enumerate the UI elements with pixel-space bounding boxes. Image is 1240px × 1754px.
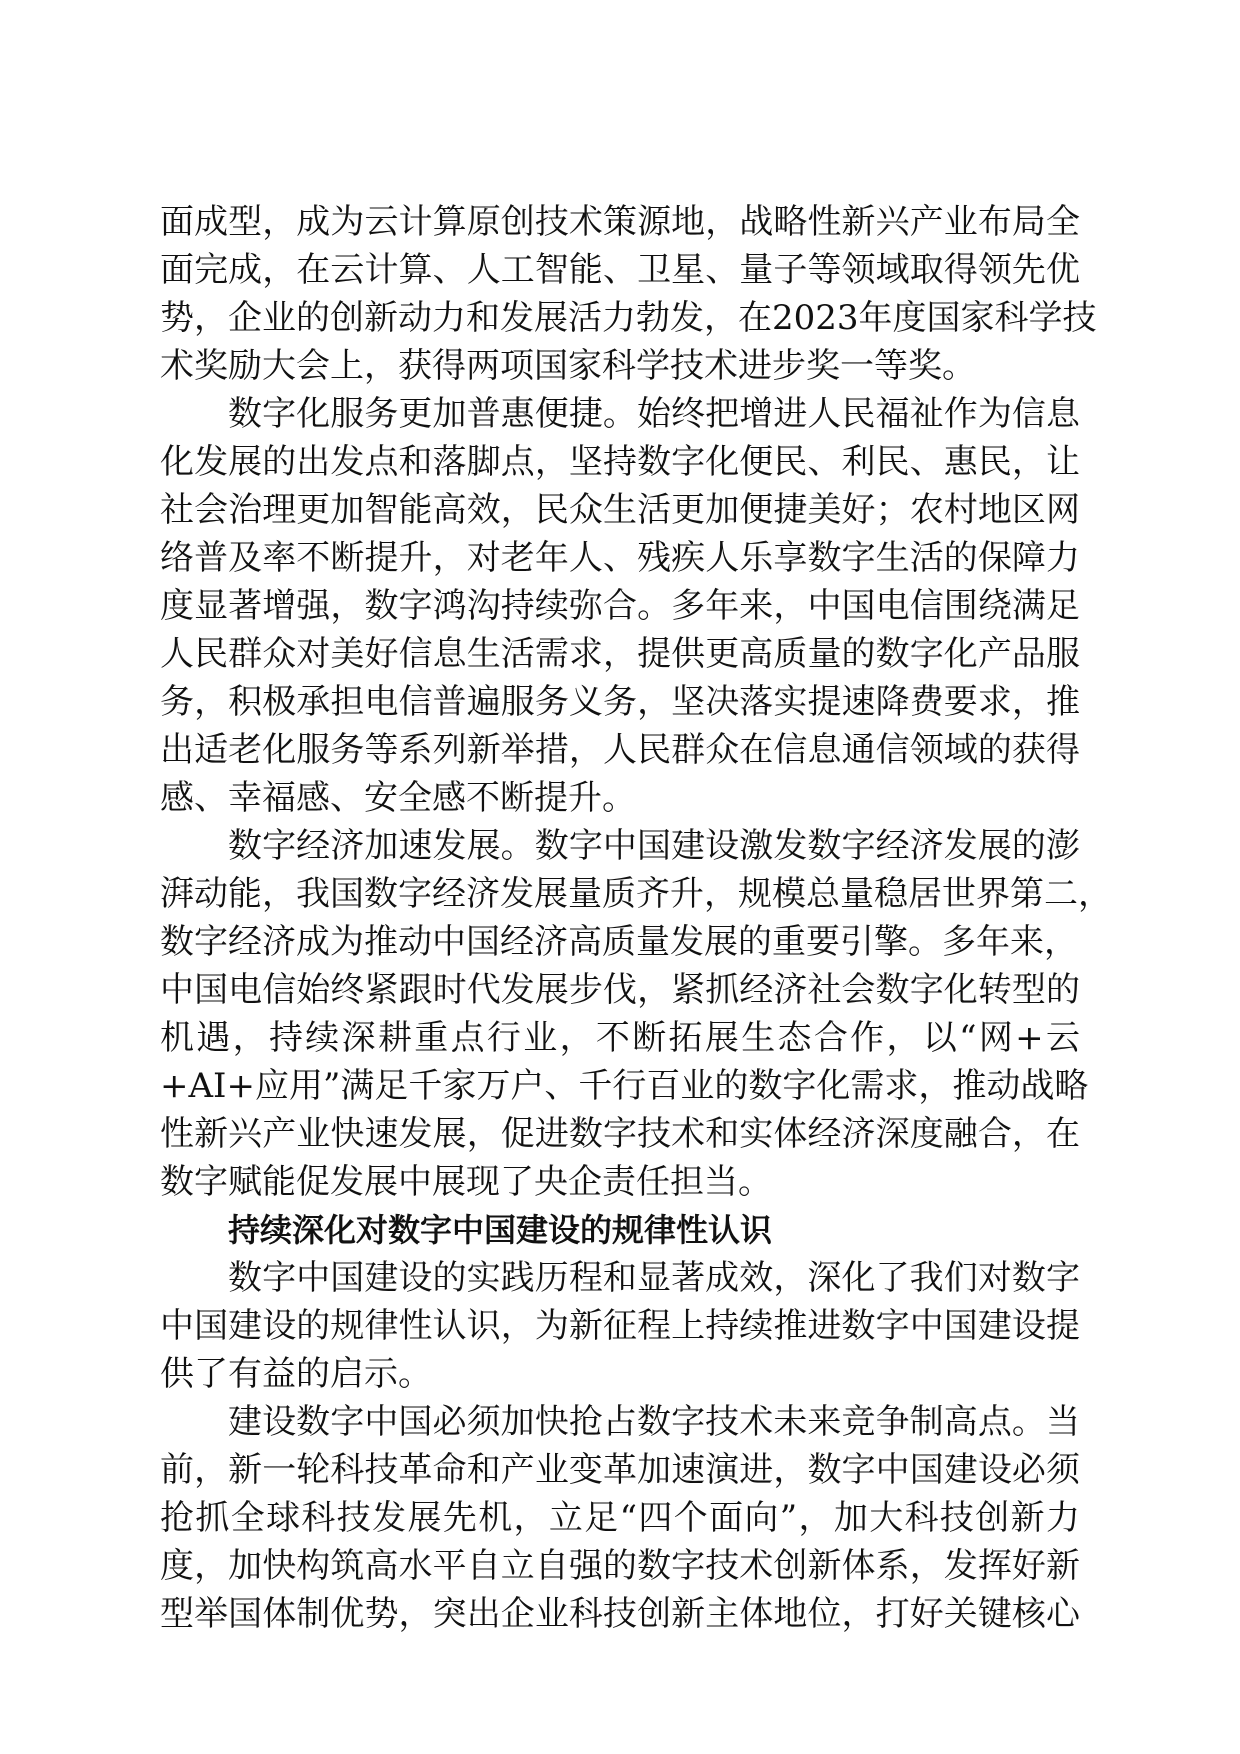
text-line: 面完成，在云计算、人工智能、卫星、量子等领域取得领先优 bbox=[160, 250, 1080, 290]
text-line: 面成型，成为云计算原创技术策源地，战略性新兴产业布局全 bbox=[160, 202, 1080, 242]
text-line: 机遇，持续深耕重点行业，不断拓展生态合作，以“网+云 bbox=[160, 1018, 1080, 1058]
text-line: 数字中国建设的实践历程和显著成效，深化了我们对数字 bbox=[228, 1258, 1080, 1298]
text-line: 数字经济加速发展。数字中国建设激发数字经济发展的澎 bbox=[228, 826, 1080, 866]
text-line: 化发展的出发点和落脚点，坚持数字化便民、利民、惠民，让 bbox=[160, 442, 1080, 482]
paragraph bbox=[160, 1398, 1080, 1638]
text-line: 抢抓全球科技发展先机，立足“四个面向”，加大科技创新力 bbox=[160, 1498, 1080, 1538]
text-line: 数字经济成为推动中国经济高质量发展的重要引擎。多年来， bbox=[160, 922, 1078, 962]
text-line: 人民群众对美好信息生活需求，提供更高质量的数字化产品服 bbox=[160, 634, 1080, 674]
text-line: 术奖励大会上，获得两项国家科学技术进步奖一等奖。 bbox=[160, 346, 976, 386]
paragraph bbox=[160, 198, 1097, 390]
text-line: 湃动能，我国数字经济发展量质齐升，规模总量稳居世界第二， bbox=[160, 874, 1112, 914]
text-line: 势，企业的创新动力和发展活力勃发，在2023年度国家科学技 bbox=[160, 298, 1097, 338]
paragraph bbox=[160, 1254, 1080, 1398]
text-line: 中国建设的规律性认识，为新征程上持续推进数字中国建设提 bbox=[160, 1306, 1080, 1346]
document-page bbox=[160, 198, 1112, 1638]
section-heading: 持续深化对数字中国建设的规律性认识 bbox=[228, 1211, 773, 1249]
text-line: 感、幸福感、安全感不断提升。 bbox=[160, 778, 636, 818]
text-line: 型举国体制优势，突出企业科技创新主体地位，打好关键核心 bbox=[160, 1594, 1080, 1634]
text-line: 络普及率不断提升，对老年人、残疾人乐享数字生活的保障力 bbox=[160, 538, 1080, 578]
text-line: 务，积极承担电信普遍服务义务，坚决落实提速降费要求，推 bbox=[160, 682, 1080, 722]
text-line: 度，加快构筑高水平自立自强的数字技术创新体系，发挥好新 bbox=[160, 1546, 1080, 1586]
text-line: 前，新一轮科技革命和产业变革加速演进，数字中国建设必须 bbox=[160, 1450, 1080, 1490]
text-line: 度显著增强，数字鸿沟持续弥合。多年来，中国电信围绕满足 bbox=[160, 586, 1080, 626]
paragraph bbox=[160, 822, 1112, 1206]
text-line: 社会治理更加智能高效，民众生活更加便捷美好；农村地区网 bbox=[160, 490, 1080, 530]
text-line: 建设数字中国必须加快抢占数字技术未来竞争制高点。当 bbox=[228, 1402, 1080, 1442]
text-line: 数字赋能促发展中展现了央企责任担当。 bbox=[160, 1162, 772, 1202]
text-line: 性新兴产业快速发展，促进数字技术和实体经济深度融合，在 bbox=[160, 1114, 1080, 1154]
text-line: 中国电信始终紧跟时代发展步伐，紧抓经济社会数字化转型的 bbox=[160, 970, 1080, 1010]
text-line: +AI+应用”满足千家万户、千行百业的数字化需求，推动战略 bbox=[160, 1066, 1089, 1106]
text-line: 数字化服务更加普惠便捷。始终把增进人民福祉作为信息 bbox=[228, 394, 1080, 434]
text-line: 供了有益的启示。 bbox=[160, 1354, 432, 1394]
text-line: 出适老化服务等系列新举措，人民群众在信息通信领域的获得 bbox=[160, 730, 1080, 770]
paragraph bbox=[160, 390, 1080, 822]
